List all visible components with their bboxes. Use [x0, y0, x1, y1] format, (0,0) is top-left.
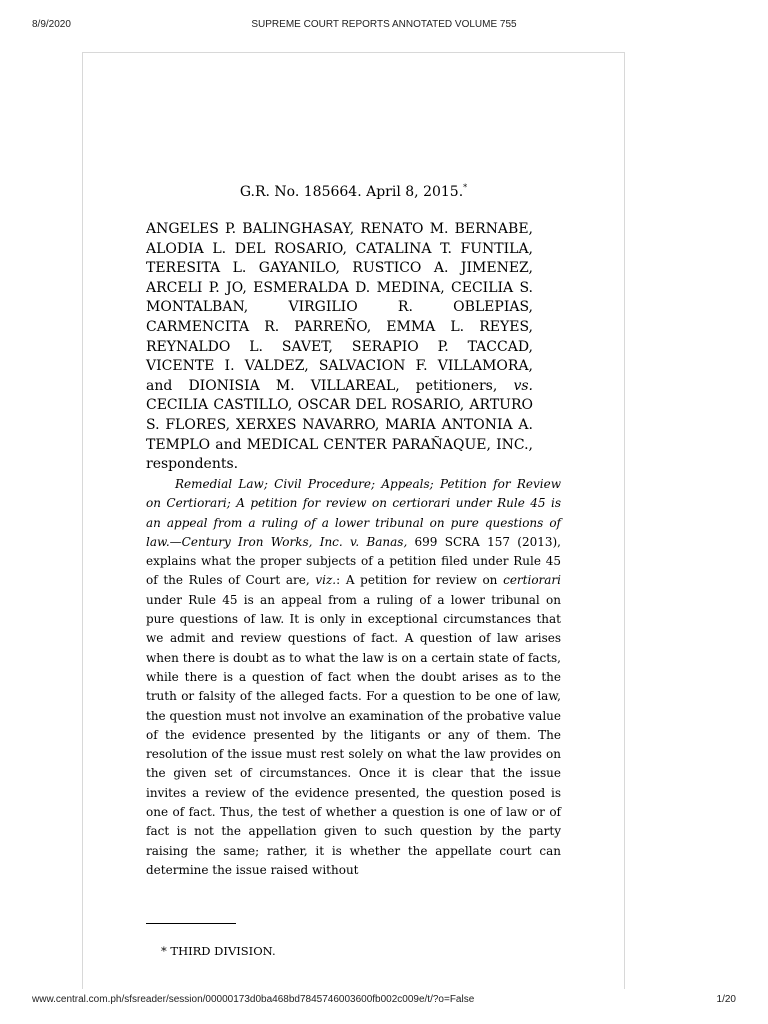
print-date: 8/9/2020	[32, 19, 71, 30]
print-header	[0, 0, 768, 40]
page-number: 1/20	[716, 994, 736, 1005]
certiorari-term: certiorari	[503, 573, 562, 588]
syllabus-text-3: under Rule 45 is an appeal from a ruling of a lower tribunal on pure questions of law. It is only in exceptional circumstances that we admit and review questions of fact. A question of law arises when there is doubt as to what the law is on a certain state of facts, while there is a question of fact when the doubt arises as to the truth or falsity of the alleged facts. For a question to be one of law, the question must not involve an examination of the probative value of the evidence presented by the litigants or any of them. The resolution of the issue must rest solely on what the law provides on the given set of circumstances. Once it is clear that the issue invites a review of the evidence presented, the question posed is one of fact. Thus, the test of whether a question is one of law or of fact is not the appellation given to such question by the party raising the same; rather, it is whether the appellate court can determine the issue raised without	[146, 592, 561, 877]
document-page	[82, 52, 625, 989]
footnote-marker: *	[463, 183, 468, 192]
case-number	[83, 183, 624, 200]
petitioners: ANGELES P. BALINGHASAY, RENATO M. BERNABE, ALODIA L. DEL ROSARIO, CATALINA T. FUNTILA, TERESITA L. GAYANILO, RUSTICO A. JIMENEZ, ARCELI P. JO, ESMERALDA D. MEDINA, CECILIA S. MONTALBAN, VIRGILIO R. OBLEPIAS, CARMENCITA R. PARREÑO, EMMA L. REYES, REYNALDO L. SAVET, SERAPIO P. TACCAD, VICENTE I. VALDEZ, SALVACION F. VILLAMORA, and DIONISIA M. VILLAREAL, petitioners,	[146, 221, 533, 394]
versus: vs.	[513, 377, 533, 394]
respondents: CECILIA CASTILLO, OSCAR DEL ROSARIO, ARTURO S. FLORES, XERXES NAVARRO, MARIA ANTONIA A. TEMPLO and MEDICAL CENTER PARAÑAQUE, INC., respondents.	[146, 397, 533, 473]
case-parties	[146, 220, 533, 475]
page-url: www.central.com.ph/sfsreader/session/00000173d0ba468bd7845746003600fb002c009e/t/?o=False	[32, 994, 475, 1005]
print-footer	[0, 990, 768, 1024]
case-number-text: G.R. No. 185664. April 8, 2015.	[239, 184, 464, 200]
print-title: SUPREME COURT REPORTS ANNOTATED VOLUME 755	[251, 19, 517, 30]
syllabus-paragraph	[146, 475, 561, 880]
syllabus-text-1: 699 SCRA 157 (2013), explains what the proper subjects of a petition filed under Rule 45 of the Rules of Court are,	[146, 534, 561, 588]
viz-term: viz.	[315, 573, 337, 588]
footnote-divider	[146, 923, 236, 924]
syllabus-topic: Remedial Law; Civil Procedure; Appeals; Petition for Review on Certiorari; A petition for review on certiorari under Rule 45 is an appeal from a ruling of a lower tribunal on pure questions of law.—	[146, 477, 561, 549]
case-citation: Century Iron Works, Inc. v. Banas,	[181, 534, 408, 549]
footnote: * THIRD DIVISION.	[161, 944, 276, 958]
syllabus-text-2: : A petition for review on	[336, 573, 504, 588]
